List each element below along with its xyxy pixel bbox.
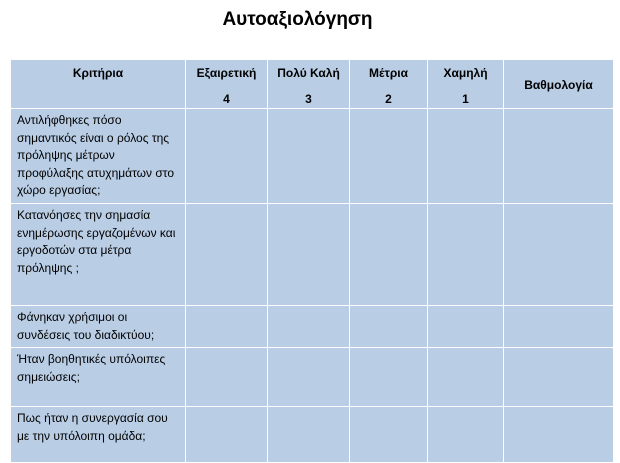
table-row xyxy=(11,348,614,407)
header-criteria: Κριτήρια xyxy=(11,60,186,109)
score-cell-low[interactable] xyxy=(428,204,504,306)
grade-cell[interactable] xyxy=(504,306,614,348)
score-cell-low[interactable] xyxy=(428,306,504,348)
header-level-very-good xyxy=(268,60,350,109)
table-row xyxy=(11,407,614,463)
score-cell-very-good[interactable] xyxy=(268,109,350,204)
grade-cell[interactable] xyxy=(504,407,614,463)
level-score: 1 xyxy=(462,92,469,106)
level-label: Εξαιρετική xyxy=(196,66,257,80)
score-cell-excellent[interactable] xyxy=(186,348,268,407)
criterion-cell: Φάνηκαν χρήσιμοι οι συνδέσεις του διαδικτύου; xyxy=(11,306,186,348)
score-cell-very-good[interactable] xyxy=(268,407,350,463)
table-header-row xyxy=(11,60,614,109)
grade-cell[interactable] xyxy=(504,109,614,204)
level-score: 4 xyxy=(223,92,230,106)
self-assessment-table xyxy=(10,59,614,463)
criterion-cell: Αντιλήφθηκες πόσο σημαντικός είναι ο ρόλος της πρόληψης μέτρων προφύλαξης ατυχημάτων στο χώρο εργασίας; xyxy=(11,109,186,204)
score-cell-excellent[interactable] xyxy=(186,407,268,463)
header-level-excellent xyxy=(186,60,268,109)
score-cell-very-good[interactable] xyxy=(268,204,350,306)
header-level-average xyxy=(350,60,428,109)
grade-cell[interactable] xyxy=(504,204,614,306)
table-row xyxy=(11,204,614,306)
level-label: Μέτρια xyxy=(369,66,408,80)
criterion-cell: Πως ήταν η συνεργασία σου με την υπόλοιπη ομάδα; xyxy=(11,407,186,463)
score-cell-average[interactable] xyxy=(350,306,428,348)
score-cell-excellent[interactable] xyxy=(186,204,268,306)
score-cell-very-good[interactable] xyxy=(268,306,350,348)
score-cell-average[interactable] xyxy=(350,407,428,463)
score-cell-low[interactable] xyxy=(428,407,504,463)
grade-cell[interactable] xyxy=(504,348,614,407)
header-level-low xyxy=(428,60,504,109)
level-score: 2 xyxy=(385,92,392,106)
level-label: Χαμηλή xyxy=(443,66,488,80)
score-cell-excellent[interactable] xyxy=(186,306,268,348)
level-label: Πολύ Καλή xyxy=(277,66,340,80)
table-row xyxy=(11,109,614,204)
criterion-cell: Κατανόησες την σημασία ενημέρωσης εργαζομένων και εργοδοτών στα μέτρα πρόληψης ; xyxy=(11,204,186,306)
table-row xyxy=(11,306,614,348)
criterion-cell: Ήταν βοηθητικές υπόλοιπες σημειώσεις; xyxy=(11,348,186,407)
level-score: 3 xyxy=(305,92,312,106)
score-cell-very-good[interactable] xyxy=(268,348,350,407)
score-cell-average[interactable] xyxy=(350,109,428,204)
document-title: Αυτοαξιολόγηση xyxy=(222,9,373,30)
score-cell-low[interactable] xyxy=(428,109,504,204)
score-cell-low[interactable] xyxy=(428,348,504,407)
score-cell-average[interactable] xyxy=(350,204,428,306)
header-grade: Βαθμολογία xyxy=(504,60,614,109)
score-cell-average[interactable] xyxy=(350,348,428,407)
score-cell-excellent[interactable] xyxy=(186,109,268,204)
